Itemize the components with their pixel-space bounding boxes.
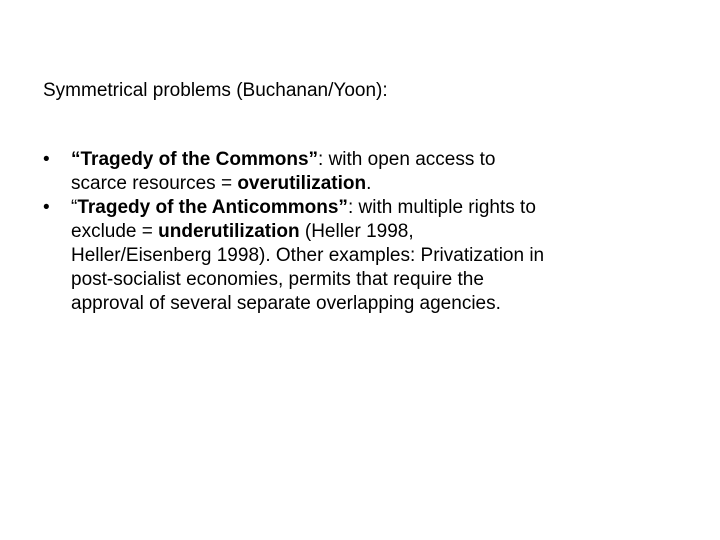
bullet-title-open-quote: “	[71, 197, 78, 218]
bullet-line-text: (Heller 1998,	[299, 221, 414, 242]
bullet-keyword: overutilization	[237, 173, 367, 194]
bullet-line-text: : with multiple rights to	[347, 197, 536, 218]
bullet-line: post-socialist economies, permits that require the	[71, 269, 484, 290]
bullet-text	[71, 196, 683, 316]
bullet-line	[71, 148, 683, 172]
bullet-marker: •	[43, 197, 50, 218]
bullet-line	[71, 220, 683, 244]
bullet-line-text: .	[366, 173, 372, 194]
bullet-line-text: exclude =	[71, 221, 159, 242]
bullet-item-anticommons	[43, 196, 683, 316]
bullet-line	[71, 196, 683, 220]
bullet-line	[71, 172, 683, 196]
bullet-line: Heller/Eisenberg 1998). Other examples: Privatization in	[71, 245, 545, 266]
bullet-title: “Tragedy of the Commons”	[71, 149, 319, 170]
bullet-line-text: : with open access to	[318, 149, 496, 170]
bullet-list	[43, 148, 683, 316]
bullet-marker: •	[43, 149, 50, 170]
bullet-line-text: scarce resources =	[71, 173, 238, 194]
bullet-item-commons	[43, 148, 683, 196]
bullet-keyword: underutilization	[158, 221, 300, 242]
bullet-line: approval of several separate overlapping agencies.	[71, 293, 501, 314]
bullet-title: Tragedy of the Anticommons”	[77, 197, 348, 218]
intro-heading: Symmetrical problems (Buchanan/Yoon):	[43, 80, 388, 101]
bullet-text	[71, 148, 683, 196]
